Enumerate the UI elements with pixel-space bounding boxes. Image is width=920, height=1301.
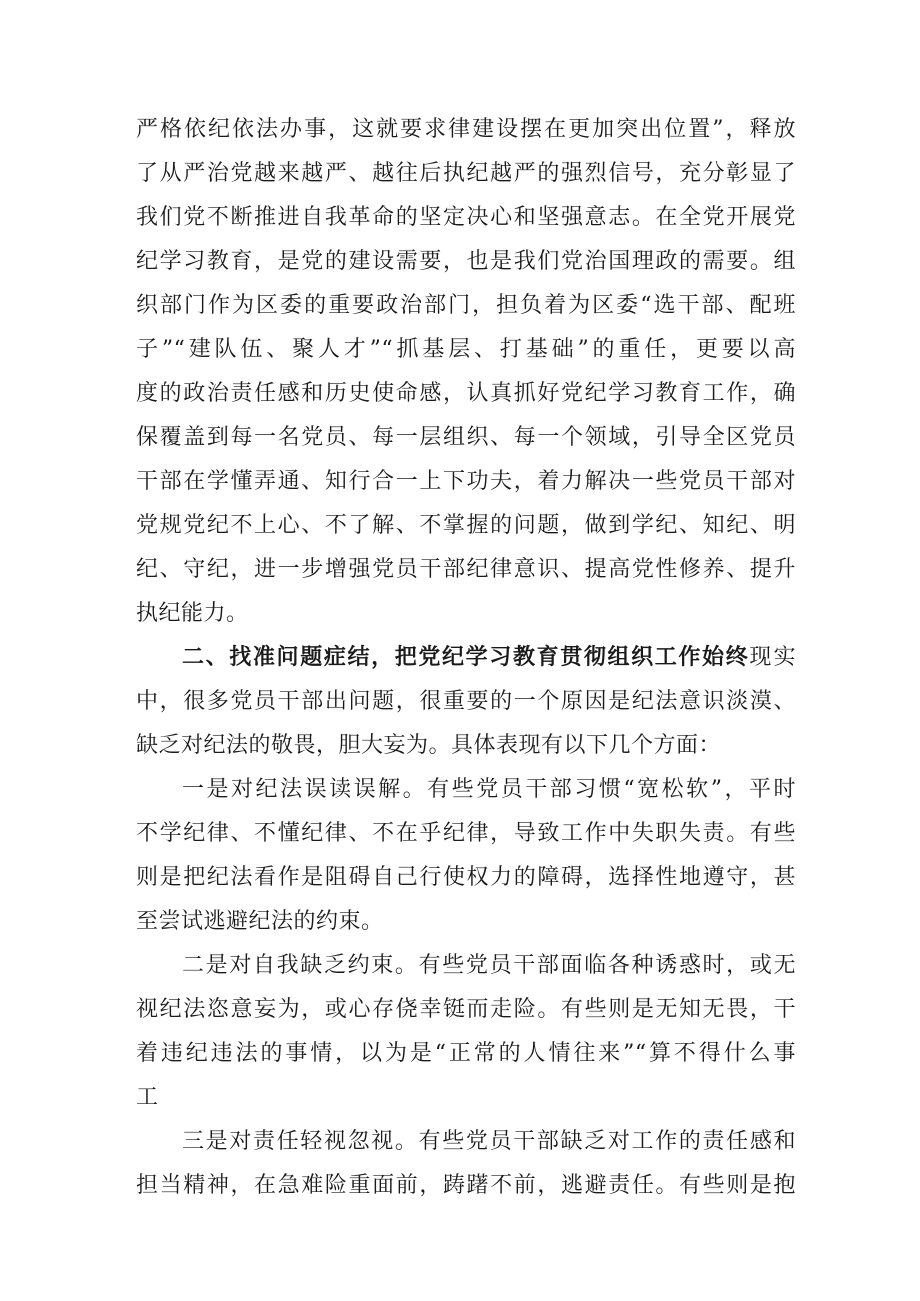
- paragraph-first-line: 三是对责任轻视忽视。有些党员干部缺乏对工作的责任感和: [182, 1129, 796, 1154]
- text-line: 严格依纪依法办事，这就要求律建设摆在更加突出位置”，释放: [136, 117, 796, 142]
- text-line: 缺乏对纪法的敬畏，胆大妄为。具体表现有以下几个方面：: [136, 733, 722, 758]
- paragraph-first-line: 一是对纪法误读误解。有些党员干部习惯“宽松软”，平时: [182, 777, 796, 802]
- text-line: 我们党不断推进自我革命的坚定决心和坚强意志。在全党开展党: [136, 205, 796, 230]
- section-heading: 二、找准问题症结，把党纪学习教育贯彻组织工作始终: [182, 645, 750, 670]
- text-line: 视纪法恣意妄为，或心存侥幸铤而走险。有些则是无知无畏，干: [136, 997, 796, 1022]
- text-line: 保覆盖到每一名党员、每一层组织、每一个领域，引导全区党员: [136, 425, 796, 450]
- text-line: 纪学习教育，是党的建设需要，也是我们党治国理政的需要。组: [136, 249, 796, 274]
- text-line: 着违纪违法的事情，以为是“正常的人情往来”“算不得什么事: [136, 1041, 796, 1066]
- text-line: 了从严治党越来越严、越往后执纪越严的强烈信号，充分彰显了: [136, 161, 796, 186]
- text-line: 织部门作为区委的重要政治部门，担负着为区委“选干部、配班: [136, 293, 796, 318]
- paragraph-first-line: 二是对自我缺乏约束。有些党员干部面临各种诱惑时，或无: [182, 953, 796, 978]
- text-line: 则是把纪法看作是阻碍自己行使权力的障碍，选择性地遵守，甚: [136, 865, 796, 890]
- text-line: 中，很多党员干部出问题，很重要的一个原因是纪法意识淡漠、: [136, 689, 796, 714]
- text-line: 纪、守纪，进一步增强党员干部纪律意识、提高党性修养、提升: [136, 557, 796, 582]
- text-line: 干部在学懂弄通、知行合一上下功夫，着力解决一些党员干部对: [136, 469, 796, 494]
- text-line: 工: [136, 1085, 159, 1110]
- section-heading-tail: 现实: [749, 645, 796, 670]
- text-line: 担当精神，在急难险重面前，踌躇不前，逃避责任。有些则是抱: [136, 1173, 796, 1198]
- text-line: 至尝试逃避纪法的约束。: [136, 909, 384, 934]
- text-line: 党规党纪不上心、不了解、不掌握的问题，做到学纪、知纪、明: [136, 513, 796, 538]
- section-heading-line: [182, 643, 796, 673]
- text-line: 度的政治责任感和历史使命感，认真抓好党纪学习教育工作，确: [136, 381, 796, 406]
- text-line: 执纪能力。: [136, 601, 249, 626]
- text-line: 子”“建队伍、聚人才”“抓基层、打基础”的重任，更要以高: [136, 337, 796, 362]
- text-line: 不学纪律、不懂纪律、不在乎纪律，导致工作中失职失责。有些: [136, 821, 796, 846]
